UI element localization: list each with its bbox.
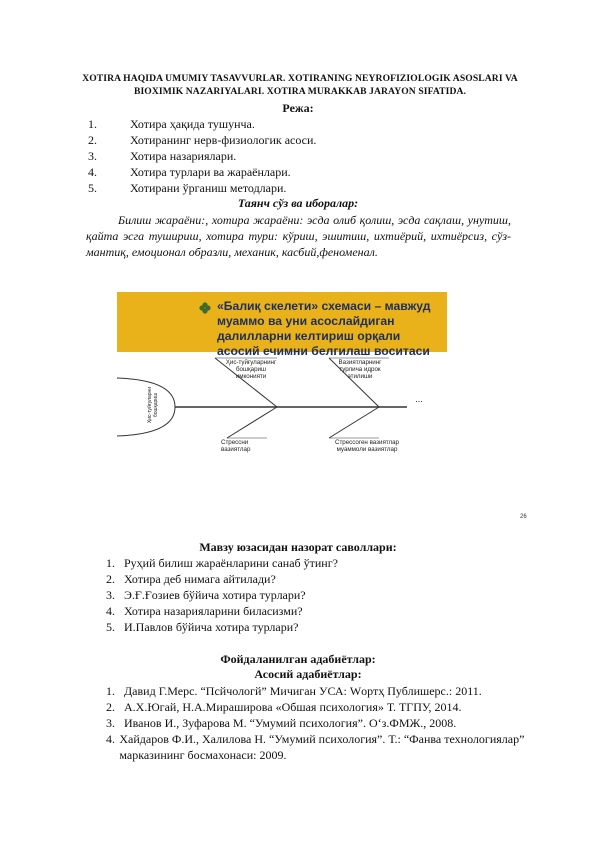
- plan-item: 2. Хотиранинг нерв-физиологик асоси.: [88, 133, 317, 147]
- reference-item: 1. Давид Г.Мерс. “Псйчологй” Мичиган УСА: Wортҳ Публишерс.: 2011.: [106, 684, 482, 698]
- reference-item: 3. Иванов И., Зуфарова М. “Умумий психология”. О‘з.ФМЖ., 2008.: [106, 716, 457, 730]
- plan-item: 5. Хотирани ўрганиш методлари.: [88, 181, 287, 195]
- label-top-left: Ҳис-туйғуларнинг бошқариш имконияти: [225, 359, 277, 380]
- label-ellipsis: ...: [415, 394, 423, 404]
- reference-item: 4. Хайдаров Ф.И., Халилова Н. “Умумий психология”. Т.: “Фанва технологиялар” марказининг босмахонаси: 2009.: [106, 732, 525, 762]
- plan-item: 4. Хотира турлари ва жараёнлари.: [88, 165, 291, 179]
- references-list: [106, 683, 546, 763]
- plan-heading: Режа:: [282, 101, 314, 115]
- document-title: XOTIRA HAQIDA UMUMIY TASAVVURLAR. XOTIRANING NEYROFIZIOLOGIK ASOSLARI VA BIOXIMIK NAZARIYALARI. XOTIRA MURAKKAB JARAYON SIFATIDA.: [82, 73, 518, 97]
- references-subheading: Асосий адабиётлар:: [254, 667, 362, 681]
- question-item: 3. Э.Ғ.Ғозиев бўйича хотира турлари?: [106, 588, 306, 602]
- plan-item: 3. Хотира назариялари.: [88, 149, 237, 163]
- label-head: Ҳис-туйғуларни бошқариш: [147, 386, 159, 424]
- plan-list: [88, 116, 316, 196]
- references-heading: Фойдаланилган адабиётлар:: [220, 652, 376, 666]
- label-bottom-right: Стрессоген вазиятлар муаммоли вазиятлар: [334, 439, 399, 453]
- bone-lower-right: [329, 407, 379, 438]
- question-item: 4. Хотира назарияларини биласизми?: [106, 604, 303, 618]
- question-item: 2. Хотира деб нимага айтилади?: [106, 572, 276, 586]
- question-item: 5. И.Павлов бўйича хотира турлари?: [106, 620, 299, 634]
- reference-item: 2. А.Х.Югай, Н.А.Мираширова «Обшая психология» Т. ТГПУ, 2014.: [106, 700, 462, 714]
- questions-list: [106, 555, 338, 635]
- label-top-right: Вазиятларнинг турлича идрок этилиши: [338, 359, 382, 380]
- question-item: 1. Руҳий билиш жараёнларини санаб ўтинг?: [106, 556, 338, 570]
- plan-item: 1. Хотира ҳақида тушунча.: [88, 117, 255, 131]
- keywords-heading: Таянч сўз ва иборалар:: [237, 196, 359, 210]
- fishbone-diagram: [117, 286, 527, 528]
- diagram-banner-text: «Балиқ скелети» схемаси – мавжуд муаммо ва уни асослайдиган далилларни келтириш орқали асосий ечимни белгилаш воситаси: [217, 299, 431, 358]
- diagram-page-number: 26: [520, 514, 527, 520]
- bone-lower-left: [227, 407, 277, 438]
- label-bottom-left: Стрессни вазиятлар: [221, 439, 251, 453]
- keywords-paragraph: Билиш жараёни:, хотира жараёни: эсда олиб қолиш, эсда сақлаш, унутиш, қайта эсга тушириш, хотира тури: кўриш, эшитиш, ихтиёрий, ихтиёрсиз, сўз-мантиқ, емоционал образли, механик, касбий,феноменал.: [86, 213, 511, 259]
- questions-heading: Мавзу юзасидан назорат саволлари:: [199, 540, 397, 554]
